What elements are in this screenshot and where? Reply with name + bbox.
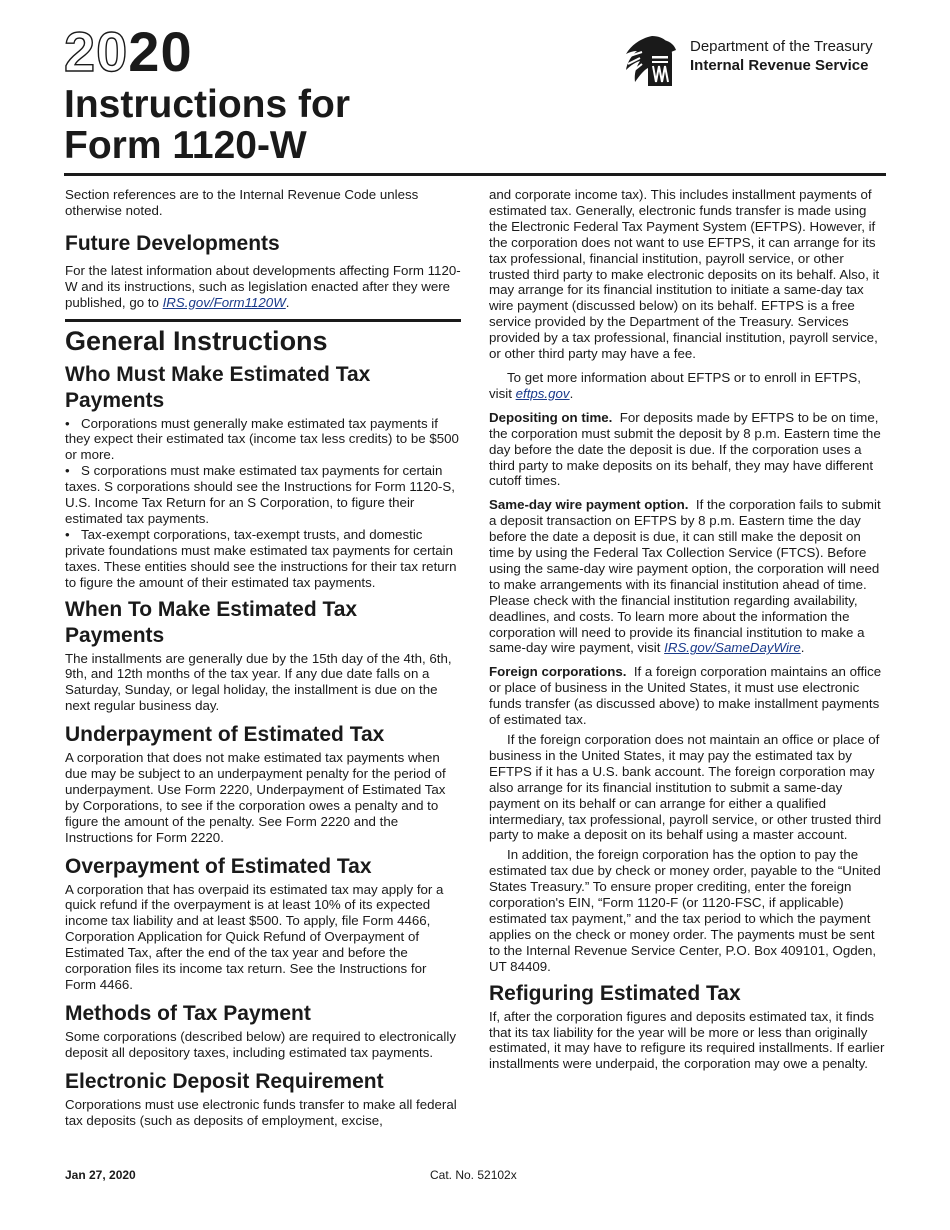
year-bold: 20 bbox=[128, 20, 193, 83]
samedaywire-link[interactable]: IRS.gov/SameDayWire bbox=[664, 640, 801, 656]
title-line-1: Instructions for bbox=[64, 83, 351, 126]
foreign-corporations-label: Foreign corporations. bbox=[489, 664, 627, 680]
when-to-make-text: The installments are generally due by the 15th day of the 4th, 6th, 9th, and 12th months of the tax year. If any due date falls on a Saturday, Sunday, or legal holiday, the installment is due on the next regular business day. bbox=[65, 650, 452, 714]
agency-irs: Internal Revenue Service bbox=[690, 57, 869, 74]
irs-eagle-logo-icon bbox=[622, 32, 684, 90]
underpayment-text: A corporation that does not make estimated tax payments when due may be subject to an underpayment penalty for the period of underpayment. Use Form 2220, Underpayment of Estimated Tax by Corporations, to see if the corporation owes a penalty and to figure the amount of the penalty. See Form 2220 and the Instructions for Form 2220. bbox=[65, 750, 446, 845]
eftps-text: To get more information about EFTPS or to enroll in EFTPS, visit eftps.gov. bbox=[489, 369, 861, 401]
electronic-deposit-text: Corporations must use electronic funds transfer to make all federal tax deposits (such as deposits of employment, excise, bbox=[65, 1096, 457, 1128]
overpayment-heading: Overpayment of Estimated Tax bbox=[65, 854, 372, 878]
title-line-2: Form 1120-W bbox=[64, 124, 307, 167]
electronic-deposit-continued: and corporate income tax). This includes installment payments of estimated tax. Generally, electronic funds transfer is made using the Electronic Federal Tax Payment System (EFTPS). However, if the corporation does not want to use EFTPS, it can arrange for its tax professional, financial institution, payroll service, or other trusted third party to make electronic deposits on its behalf. Also, it may arrange for its financial institution to initiate a same-day tax wire payment (discussed below) on its behalf. EFTPS is a free service provided by the Department of the Treasury. Services provided by a tax professional, financial institution, payroll service, or other third party may have a fee. bbox=[489, 187, 880, 362]
underpayment-heading: Underpayment of Estimated Tax bbox=[65, 723, 385, 747]
overpayment-text: A corporation that has overpaid its estimated tax may apply for a quick refund if the overpayment is at least 10% of its expected income tax liability and at least $500. To apply, file Form 4466, Corporation Application for Quick Refund of Overpayment of Estimated Tax, after the end of the tax year and before the corporation files its income tax return. See the Instructions for Form 4466. bbox=[65, 881, 444, 992]
same-day-wire-paragraph: Same-day wire payment option. If the corporation fails to submit a deposit transaction on EFTPS by 8 p.m. Eastern time the day before the date a deposit is due, it can still make the deposit on time by using the Federal Tax Collection Service (FTCS). Before using the same-day wire payment option, the corporation will need to make arrangements with its financial institution ahead of time. Please check with the financial institution regarding availability, deadlines, and costs. To learn more about the information the corporation will need to provide its financial institution to make a same-day wire payment, visit IRS.gov/SameDayWire. bbox=[489, 497, 881, 656]
refiguring-text: If, after the corporation figures and deposits estimated tax, it finds that its tax liability for the year will be more or less than originally estimated, it may have to refigure its required installments. If earlier installments were underpaid, the corporation may owe a penalty. bbox=[489, 1008, 885, 1072]
future-developments-heading: Future Developments bbox=[65, 231, 280, 255]
year-title bbox=[64, 20, 193, 83]
refiguring-heading: Refiguring Estimated Tax bbox=[489, 981, 741, 1005]
agency-department: Department of the Treasury bbox=[690, 38, 873, 55]
foreign-corporations-text-2: If the foreign corporation does not maintain an office or place of business in the United States, it may pay the estimated tax by EFTPS if it has a U.S. bank account. The foreign corporation may also arrange for its financial institution to submit a same-day payment on its behalf or can arrange for either a qualified intermediary, tax professional, payroll service, or other trusted third party to make a deposit on its behalf using a master account. bbox=[489, 732, 882, 843]
foreign-corporations-text-3: In addition, the foreign corporation has the option to pay the estimated tax due by check or money order, payable to the “United States Treasury.” To ensure proper crediting, enter the foreign corporation's EIN, “Form 1120-F (or 1120-FSC, if applicable) estimated tax payment,” and the tax period to which the payment applies on the check or money order. The payments must be sent to the Internal Revenue Service Center, P.O. Box 409101, Ogden, UT 84409. bbox=[489, 847, 881, 974]
intro-text: Section references are to the Internal Revenue Code unless otherwise noted. bbox=[65, 187, 419, 218]
who-must-make-heading: Who Must Make Estimated Tax Payments bbox=[65, 362, 371, 412]
left-column bbox=[65, 187, 461, 1129]
agency-block bbox=[622, 32, 873, 90]
methods-heading: Methods of Tax Payment bbox=[65, 1001, 311, 1025]
when-to-make-heading: When To Make Estimated Tax Payments bbox=[65, 597, 358, 647]
future-developments-text: For the latest information about developments affecting Form 1120-W and its instructions, such as legislation enacted after they were published, go to IRS.gov/Form1120W. bbox=[65, 262, 461, 310]
who-must-make-list bbox=[65, 416, 461, 591]
depositing-on-time-label: Depositing on time. bbox=[489, 409, 613, 425]
foreign-corporations-paragraph: Foreign corporations. If a foreign corporation maintains an office or place of business in the United States, it must use electronic funds transfer (as discussed above) to make installment payments of estimated tax. bbox=[489, 664, 882, 728]
document-title bbox=[64, 84, 350, 166]
same-day-wire-label: Same-day wire payment option. bbox=[489, 497, 689, 513]
electronic-deposit-heading: Electronic Deposit Requirement bbox=[65, 1069, 384, 1093]
depositing-on-time-paragraph: Depositing on time. For deposits made by EFTPS to be on time, the corporation must submit the deposit by 8 p.m. Eastern time the day before the date the deposit is due. If the corporation uses a third party to make deposits on its behalf, they may have different cutoff times. bbox=[489, 409, 881, 489]
form1120w-link[interactable]: IRS.gov/Form1120W bbox=[162, 294, 286, 310]
title-rule bbox=[64, 173, 886, 176]
footer-catalog-number: Cat. No. 52102x bbox=[430, 1168, 517, 1182]
year-outline: 20 bbox=[64, 20, 129, 83]
list-item: • S corporations must make estimated tax payments for certain taxes. S corporations should see the Instructions for Form 1120-S, U.S. Income Tax Return for an S Corporation, to figure their estimated tax payments. bbox=[65, 463, 455, 526]
list-item: • Corporations must generally make estimated tax payments if they expect their estimated tax (income tax less credits) to be $500 or more. bbox=[65, 415, 459, 463]
general-instructions-heading: General Instructions bbox=[65, 319, 461, 356]
methods-text: Some corporations (described below) are required to electronically deposit all depository taxes, including estimated tax payments. bbox=[65, 1028, 456, 1060]
footer-date: Jan 27, 2020 bbox=[65, 1168, 136, 1182]
eftps-link[interactable]: eftps.gov bbox=[515, 385, 570, 401]
list-item: • Tax-exempt corporations, tax-exempt trusts, and domestic private foundations must make estimated tax payments for certain taxes. These entities should see the instructions for their tax return to figure the amount of their estimated tax payments. bbox=[65, 526, 457, 590]
right-column bbox=[489, 187, 886, 1080]
